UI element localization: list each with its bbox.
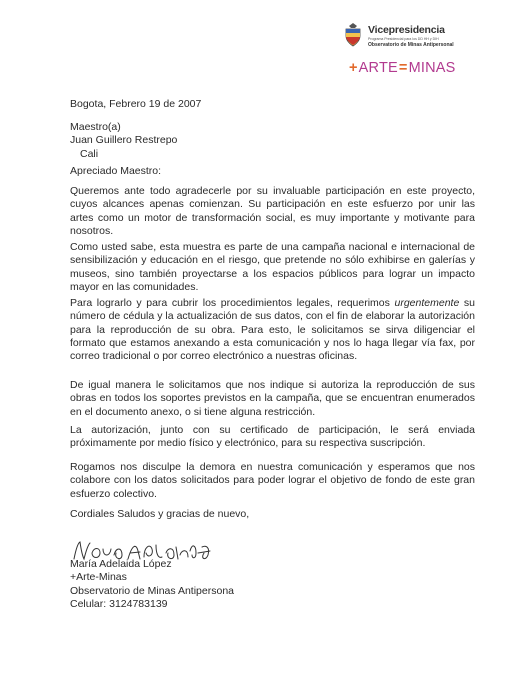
letter-date: Bogota, Febrero 19 de 2007: [70, 98, 202, 110]
brand-arte: ARTE: [358, 60, 398, 76]
paragraph-3-emphasis: urgentemente: [394, 297, 460, 309]
brand-logo: [348, 60, 455, 76]
brand-minas: MINAS: [408, 60, 456, 76]
paragraph-1: Queremos ante todo agradecerle por su invaluable participación en este proyecto, cuyos alcances apenas comienzan. Su participación en este esfuerzo por unir las artes como un motor de transformación social, es muy importante y motivante para nosotros.: [70, 185, 475, 237]
signer-block: [70, 558, 475, 611]
recipient-title: Maestro(a): [70, 121, 121, 133]
paragraph-3-start: Para lograrlo y para cubrir los procedimientos legales, requerimos: [70, 297, 390, 309]
greeting: Apreciado Maestro:: [70, 165, 162, 177]
brand-plus: +: [349, 60, 358, 76]
recipient-name: Juan Guillero Restrepo: [70, 134, 178, 147]
letterhead-observatorio: Observatorio de Minas Antipersonal: [368, 42, 454, 48]
signer-name: María Adelaida López: [70, 558, 172, 570]
signer-org-brand: +Arte-Minas: [70, 571, 127, 584]
paragraph-6: Rogamos nos disculpe la demora en nuestra comunicación y esperamos que nos colabore con los datos solicitados para poder lograr el objetivo de fondo de este gran esfuerzo colectivo.: [70, 461, 475, 500]
paragraph-5: La autorización, junto con su certificado de participación, le será enviada próximamente por medio físico y electrónico, para su respectiva suscripción.: [70, 424, 475, 450]
letterhead: [340, 20, 480, 80]
paragraph-3: [70, 297, 475, 363]
signer-org-observatorio: Observatorio de Minas Antipersona: [70, 584, 235, 597]
letterhead-program: Programa Presidencial para los DD HH y DIH: [368, 37, 439, 41]
colombia-crest-icon: [342, 22, 364, 48]
recipient-block: [70, 121, 475, 161]
recipient-city: Cali: [80, 147, 99, 160]
paragraph-4: De igual manera le solicitamos que nos indique si autoriza la reproducción de sus obras en todos los soportes previstos en la campaña, que se encuentran enumerados en el documento anexo, o si tiene alguna restricción.: [70, 379, 475, 418]
paragraph-3-end: su número de cédula y la actualización de sus datos, con el fin de elaborar la autorización para la reproducción de su obra. Para esto, le solicitamos se sirva diligenciar el formato que estamos anexando a esta comunicación y nos lo haga llegar vía fax, por correo tradicional o por correo electrónico a nuestras oficinas.: [70, 297, 475, 363]
brand-equals: =: [398, 60, 408, 76]
letterhead-title: Vicepresidencia: [368, 24, 445, 36]
paragraph-2: Como usted sabe, esta muestra es parte de una campaña nacional e internacional de sensibilización y educación en el riesgo, que pretende no sólo exhibirse en galerías y museos, sino también proyectarse a los espacios públicos para lograr un impacto mayor en las comunidades.: [70, 241, 475, 293]
closing: Cordiales Saludos y gracias de nuevo,: [70, 508, 250, 520]
signer-phone: Celular: 3124783139: [70, 597, 168, 610]
